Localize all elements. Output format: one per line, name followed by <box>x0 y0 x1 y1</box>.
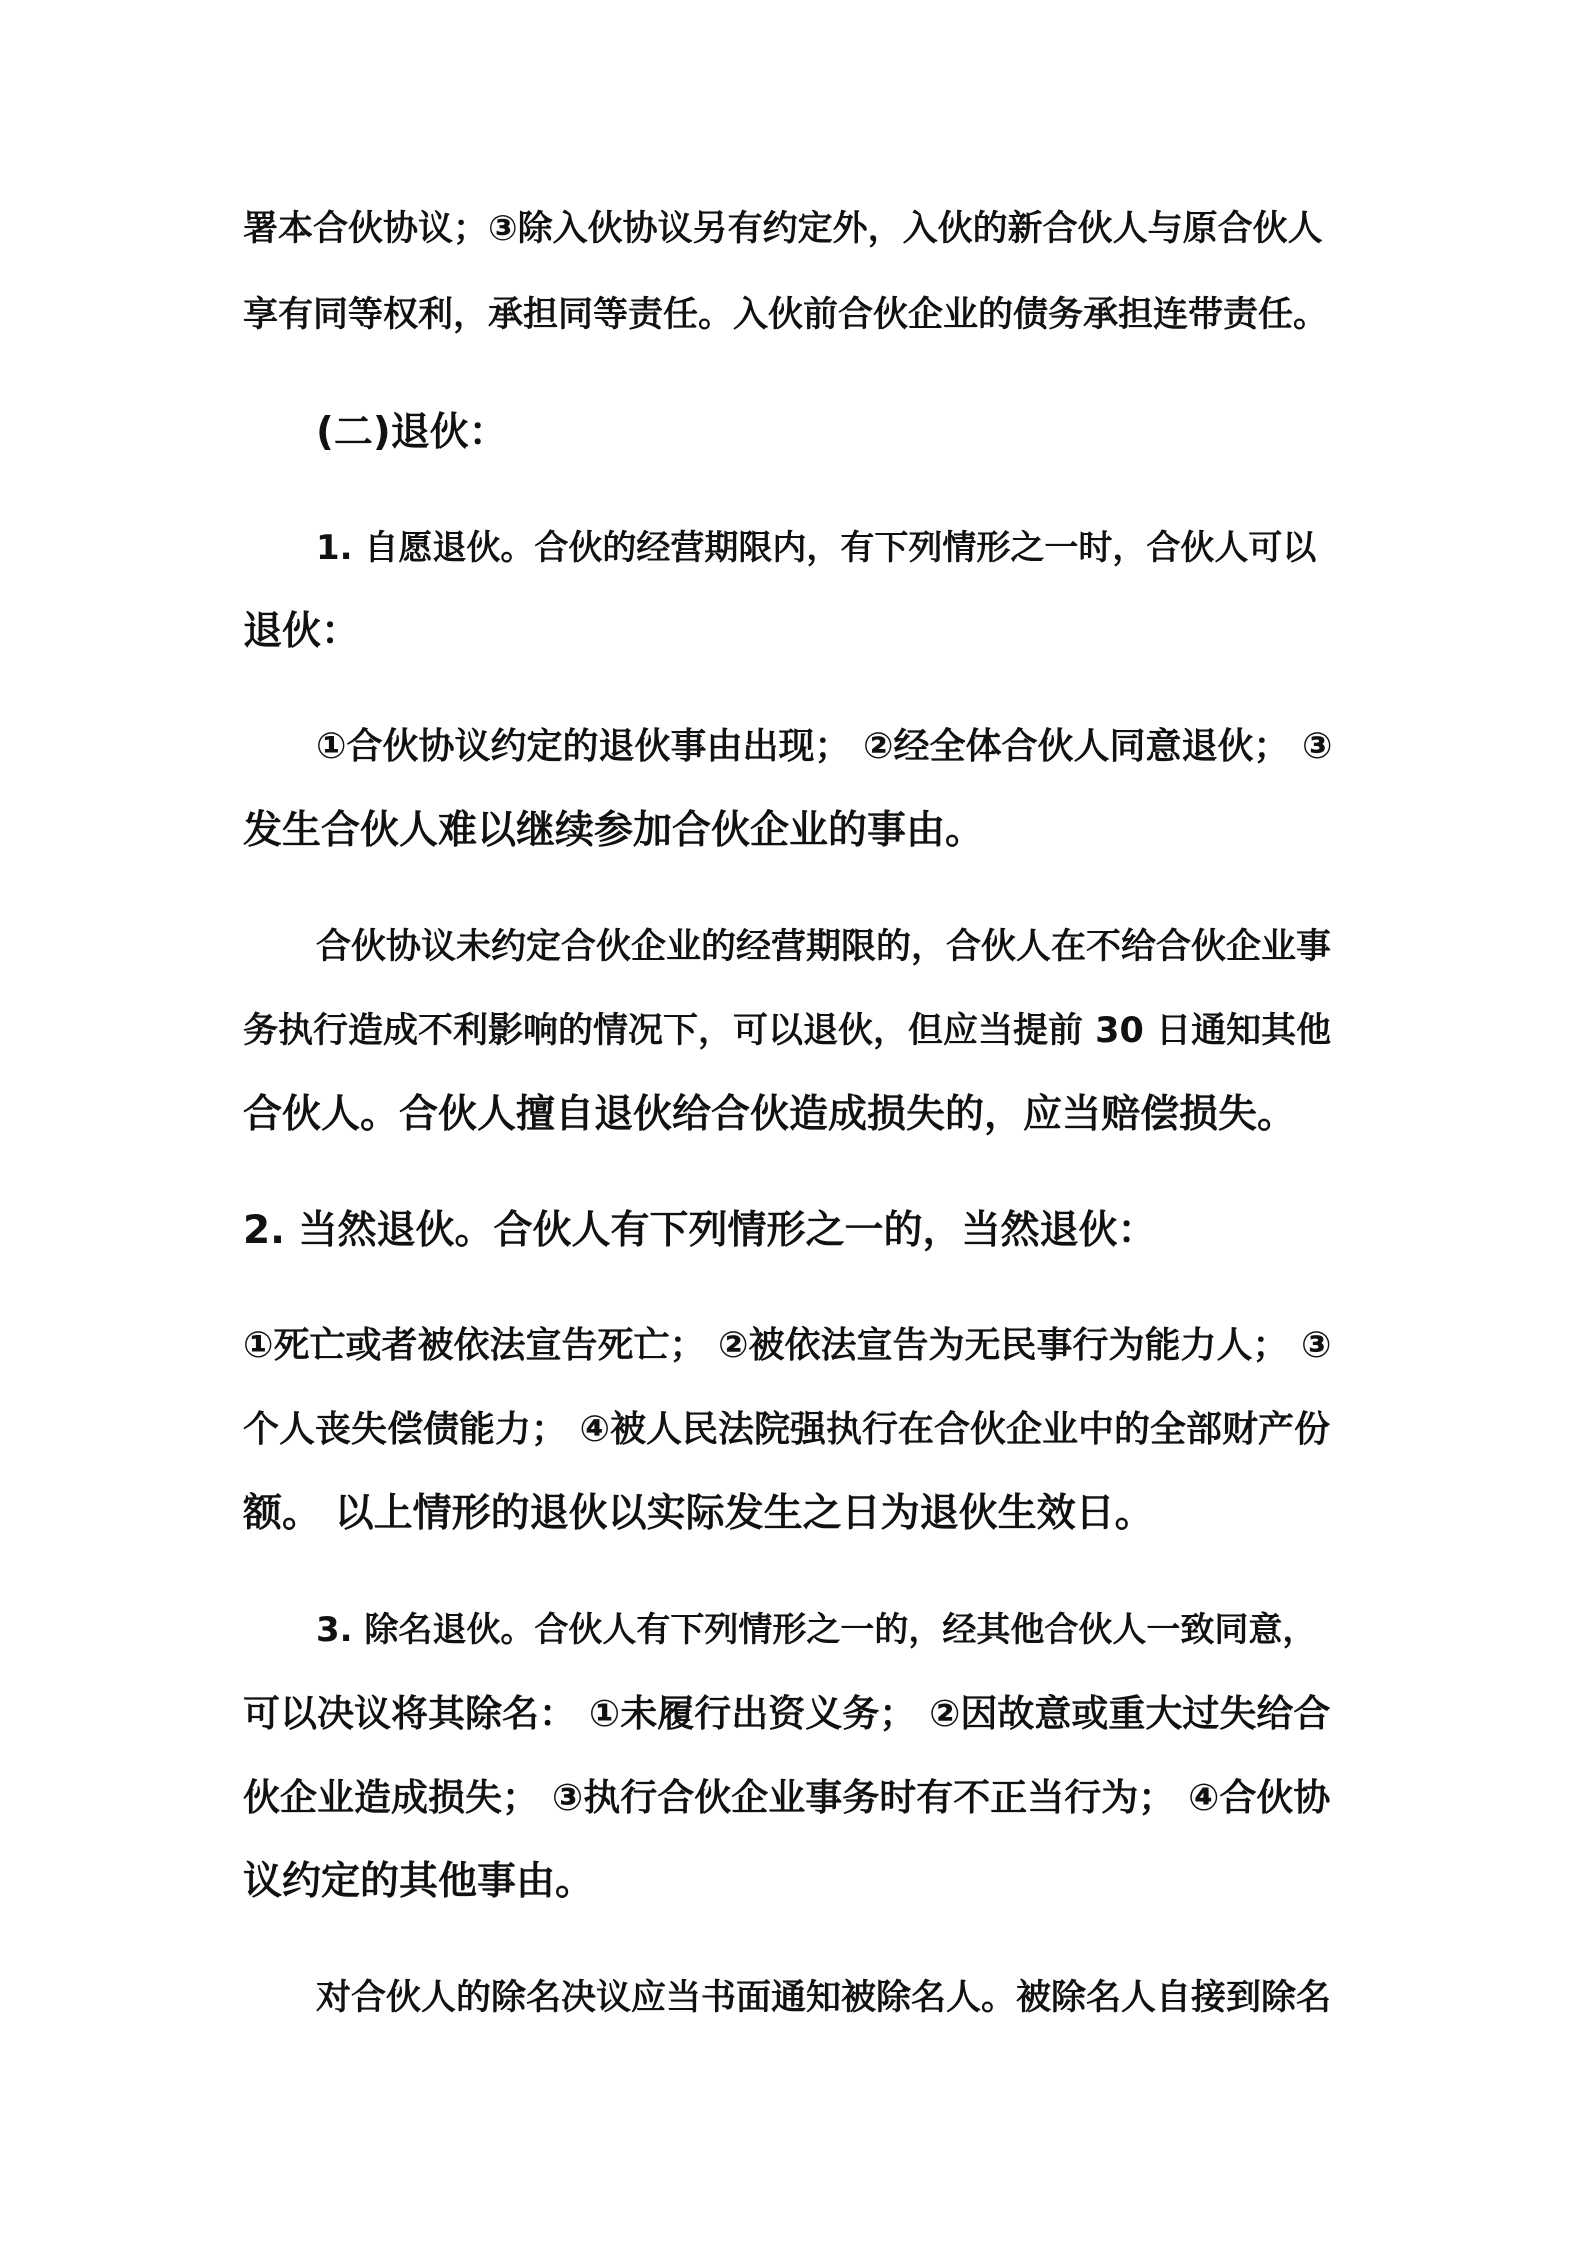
text-line: 对合伙人的除名决议应当书面通知被除名人。被除名人自接到除名 <box>316 1978 1332 2018</box>
text-line: 议约定的其他事由。 <box>243 1859 595 1904</box>
text-line: ①死亡或者被依法宣告死亡； ②被依法宣告为无民事行为能力人； ③ <box>243 1325 1332 1366</box>
text-line: 个人丧失偿债能力； ④被人民法院强执行在合伙企业中的全部财产份 <box>243 1409 1331 1450</box>
text-line: 3. 除名退伙。合伙人有下列情形之一的，经其他合伙人一致同意， <box>316 1610 1317 1650</box>
text-line: 2. 当然退伙。合伙人有下列情形之一的，当然退伙： <box>243 1208 1157 1253</box>
text-line: 享有同等权利，承担同等责任。入伙前合伙企业的债务承担连带责任。 <box>243 295 1329 335</box>
section-heading: (二)退伙： <box>316 410 508 455</box>
text-line: ①合伙协议约定的退伙事由出现； ②经全体合伙人同意退伙； ③ <box>316 726 1333 767</box>
text-line: 合伙人。合伙人擅自退伙给合伙造成损失的，应当赔偿损失。 <box>243 1092 1297 1137</box>
text-line: 合伙协议未约定合伙企业的经营期限的，合伙人在不给合伙企业事 <box>316 927 1332 967</box>
text-line: 可以决议将其除名： ①未履行出资义务； ②因故意或重大过失给合 <box>243 1692 1331 1735</box>
text-line: 署本合伙协议；③除入伙协议另有约定外，入伙的新合伙人与原合伙人 <box>243 209 1323 249</box>
text-line: 1. 自愿退伙。合伙的经营期限内，有下列情形之一时，合伙人可以 <box>316 528 1317 568</box>
text-line: 退伙： <box>243 609 361 654</box>
text-line: 务执行造成不利影响的情况下，可以退伙，但应当提前 30 日通知其他 <box>243 1011 1332 1051</box>
text-line: 伙企业造成损失； ③执行合伙企业事务时有不正当行为； ④合伙协 <box>243 1776 1331 1819</box>
text-line: 额。 以上情形的退伙以实际发生之日为退伙生效日。 <box>243 1491 1154 1536</box>
text-line: 发生合伙人难以继续参加合伙企业的事由。 <box>243 808 985 853</box>
